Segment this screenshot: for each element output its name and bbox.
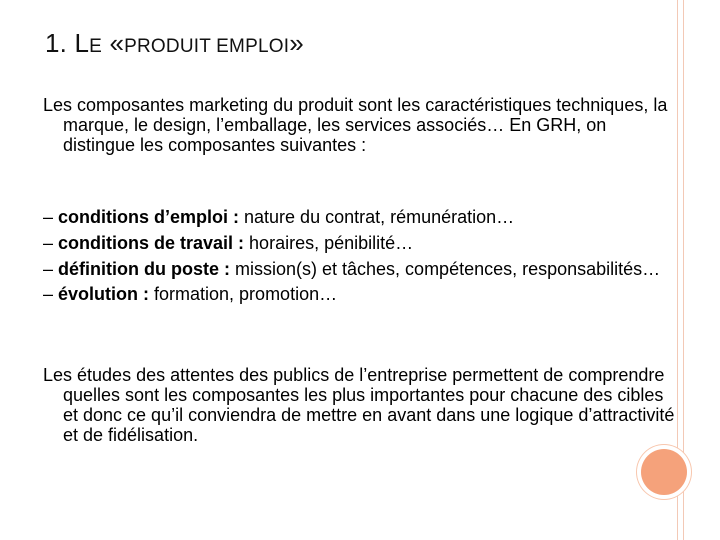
list-item (43, 233, 663, 253)
closing-paragraph: Les études des attentes des publics de l’entreprise permettent de comprendre quelles sont les composantes les plus importantes pour chacune des cibles et donc ce qu’il conviendra de mettre en avant dans une logique d’attractivité et de fidélisation. (43, 365, 675, 445)
list-text: nature du contrat, rémunération… (239, 207, 515, 227)
list-text: horaires, pénibilité… (244, 233, 414, 253)
list-term: définition du poste : (58, 259, 230, 279)
list-item (43, 284, 663, 304)
intro-paragraph: Les composantes marketing du produit sont les caractéristiques techniques, la marque, le design, l’emballage, les services associés… En GRH, on distingue les composantes suivantes : (43, 95, 668, 155)
list-item (43, 207, 663, 227)
list-term: conditions de travail : (58, 233, 245, 253)
list-dash: – (43, 259, 59, 279)
title-number: 1. L (45, 28, 90, 58)
title-close-quote: » (289, 28, 304, 58)
title-text: PRODUIT EMPLOI (124, 36, 290, 57)
components-list (43, 207, 663, 310)
list-text: formation, promotion… (149, 284, 338, 304)
slide-title (45, 28, 304, 59)
list-dash: – (43, 207, 59, 227)
list-dash: – (43, 284, 59, 304)
list-dash: – (43, 233, 59, 253)
list-item (43, 259, 663, 279)
title-open-quote: « (102, 28, 125, 58)
list-text: mission(s) et tâches, compétences, responsabilités… (230, 259, 661, 279)
title-letter: E (89, 36, 103, 57)
list-term: conditions d’emploi : (58, 207, 240, 227)
list-term: évolution : (58, 284, 150, 304)
decorative-circle (641, 449, 687, 495)
